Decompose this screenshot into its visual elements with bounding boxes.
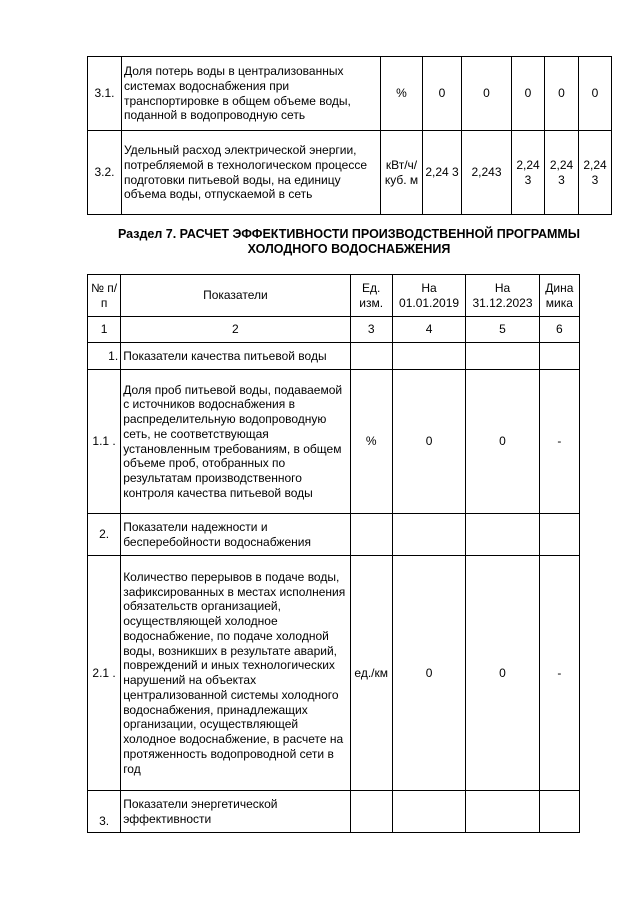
column-number: 4: [392, 317, 465, 343]
row-number: 2.1 .: [88, 556, 121, 791]
column-number: 3: [350, 317, 392, 343]
value-cell: 0: [512, 57, 545, 131]
indicator-cell: Показатели энергетической эффективности: [121, 791, 350, 833]
indicator-cell: Доля проб питьевой воды, подаваемой с источников водоснабжения в распределительную водопроводную сеть, не соответствующая установленным требованиям, в общем объеме проб, отобранных по результатам производственного контроля качества питьевой воды: [121, 370, 350, 514]
dynamics-cell: [539, 791, 579, 833]
value-cell: [466, 514, 539, 556]
table-row: [88, 370, 580, 514]
row-number: 3.: [88, 791, 121, 833]
row-number: 3.1.: [88, 57, 122, 131]
table-top: [87, 56, 612, 215]
column-number: 2: [121, 317, 350, 343]
value-cell: 0: [579, 57, 612, 131]
row-number: 1.: [88, 343, 121, 370]
dynamics-cell: [539, 514, 579, 556]
value-cell: [466, 343, 539, 370]
indicator-cell: Удельный расход электрической энергии, потребляемой в технологическом процессе подготовки питьевой воды, на единицу объема воды, отпускаемой в сеть: [122, 131, 381, 215]
value-cell: 2,24 3: [423, 131, 462, 215]
value-cell: [392, 343, 465, 370]
unit-cell: %: [381, 57, 423, 131]
indicator-cell: Доля потерь воды в централизованных системах водоснабжения при транспортировке в общем объеме воды, поданной в водопроводную сеть: [122, 57, 381, 131]
value-cell: 2,24 3: [545, 131, 579, 215]
header-indicator: Показатели: [121, 275, 350, 317]
unit-cell: кВт/ч/ куб. м: [381, 131, 423, 215]
table-row: [88, 556, 580, 791]
unit-cell: ед./км: [350, 556, 392, 791]
row-number: 2.: [88, 514, 121, 556]
table-row: [88, 343, 580, 370]
indicator-cell: Показатели надежности и бесперебойности водоснабжения: [121, 514, 350, 556]
unit-cell: [350, 514, 392, 556]
value-cell: 0: [423, 57, 462, 131]
value-cell: [392, 791, 465, 833]
dynamics-cell: -: [539, 370, 579, 514]
indicator-cell: Показатели качества питьевой воды: [121, 343, 350, 370]
column-number: 5: [466, 317, 539, 343]
header-dynamics: Дина мика: [539, 275, 579, 317]
table-row: [88, 514, 580, 556]
header-num: № п/п: [88, 275, 121, 317]
table-row: [88, 131, 612, 215]
unit-cell: [350, 791, 392, 833]
value-cell: 0: [392, 556, 465, 791]
value-cell: 2,24 3: [512, 131, 545, 215]
table-header-row: [88, 275, 580, 317]
table-row: [88, 791, 580, 833]
header-date-start: На 01.01.2019: [392, 275, 465, 317]
unit-cell: [350, 343, 392, 370]
column-number: 6: [539, 317, 579, 343]
table-row: [88, 57, 612, 131]
row-number: 1.1 .: [88, 370, 121, 514]
dynamics-cell: -: [539, 556, 579, 791]
value-cell: [392, 514, 465, 556]
value-cell: 2,24 3: [579, 131, 612, 215]
header-unit: Ед. изм.: [350, 275, 392, 317]
unit-cell: %: [350, 370, 392, 514]
section-title: Раздел 7. РАСЧЕТ ЭФФЕКТИВНОСТИ ПРОИЗВОДСТВЕННОЙ ПРОГРАММЫ ХОЛОДНОГО ВОДОСНАБЖЕНИЯ: [117, 227, 581, 256]
value-cell: 0: [392, 370, 465, 514]
column-number: 1: [88, 317, 121, 343]
indicator-cell: Количество перерывов в подаче воды, зафиксированных в местах исполнения обязательств организацией, осуществляющей холодное водоснабжение, по подаче холодной воды, возникших в результате аварий, повреждений и иных технологических нарушений на объектах централизованной системы холодного водоснабжения, принадлежащих организации, осуществляющей холодное водоснабжение, в расчете на протяженность водопроводной сети в год: [121, 556, 350, 791]
value-cell: 0: [466, 556, 539, 791]
value-cell: 0: [466, 370, 539, 514]
dynamics-cell: [539, 343, 579, 370]
value-cell: 0: [545, 57, 579, 131]
value-cell: [466, 791, 539, 833]
value-cell: 2,243: [462, 131, 512, 215]
row-number: 3.2.: [88, 131, 122, 215]
header-date-end: На 31.12.2023: [466, 275, 539, 317]
column-number-row: [88, 317, 580, 343]
value-cell: 0: [462, 57, 512, 131]
table-main: [87, 274, 580, 833]
